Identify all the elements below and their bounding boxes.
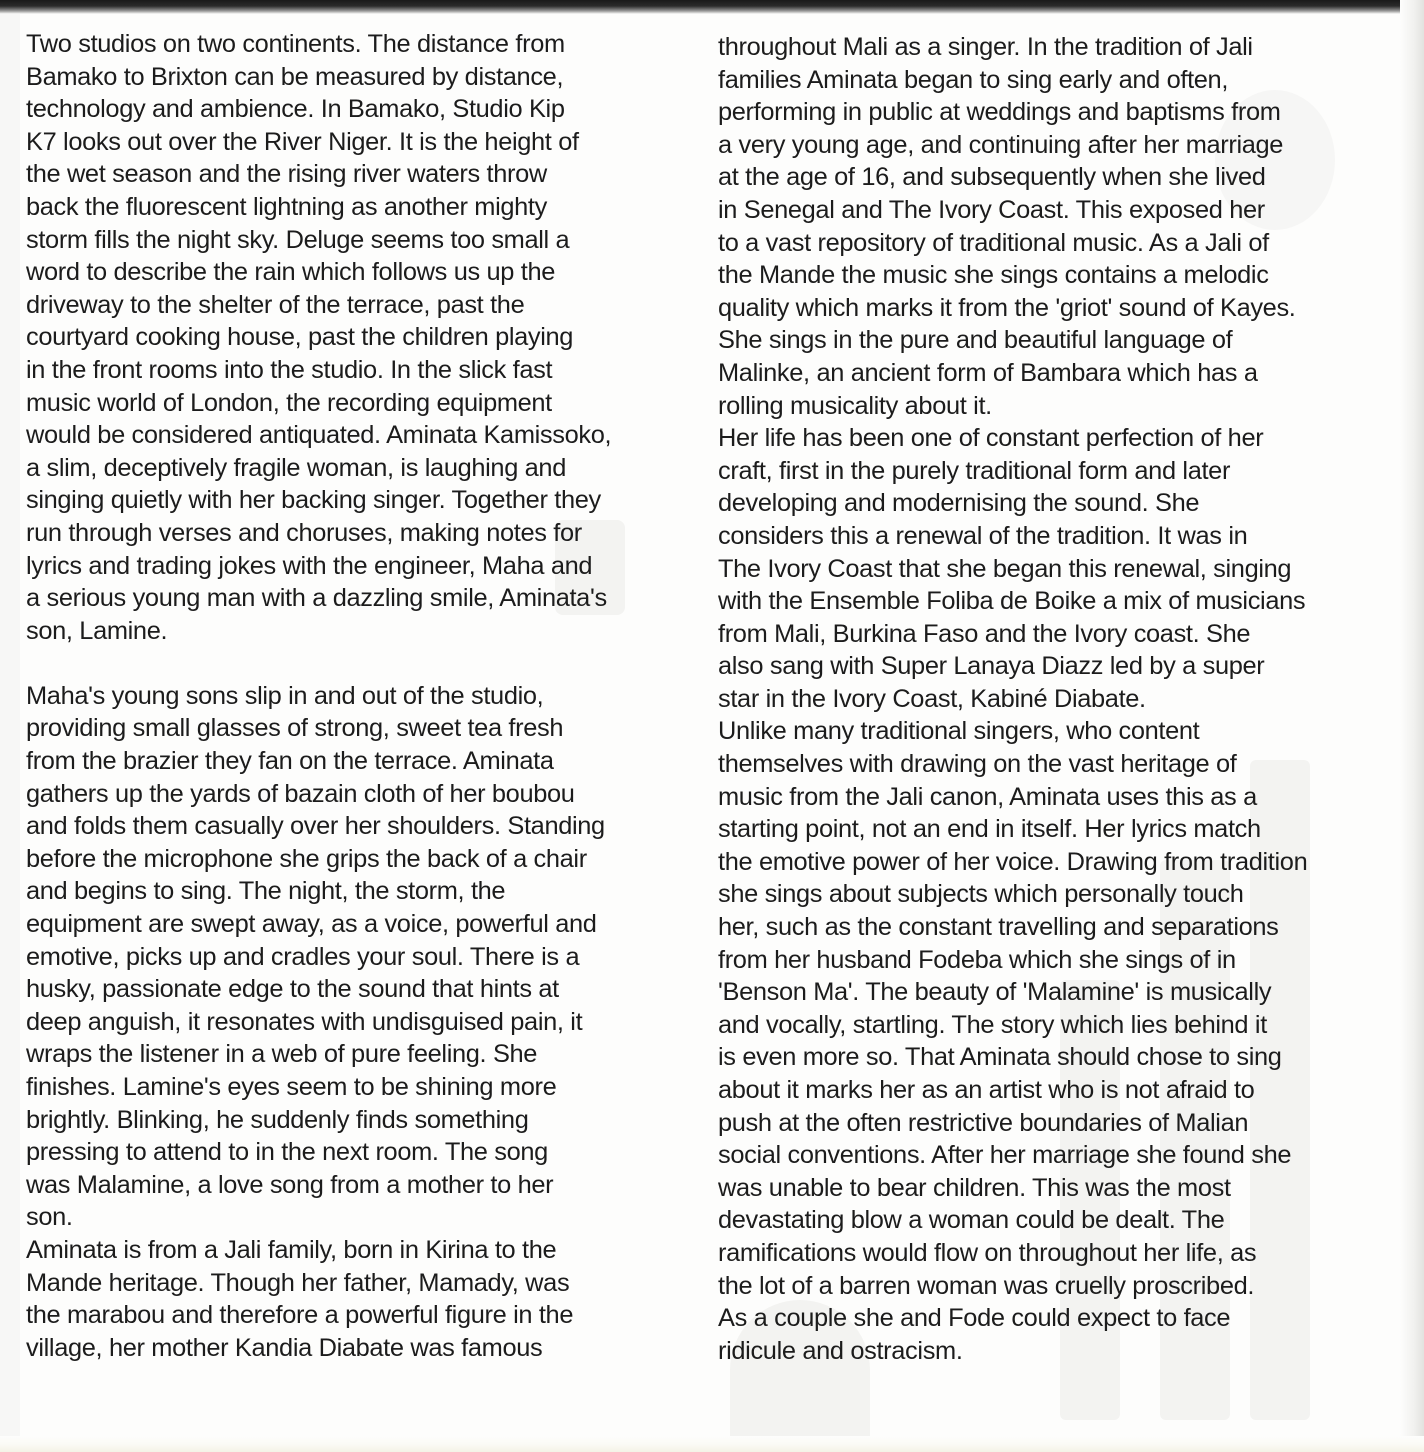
text-line: emotive, picks up and cradles your soul. There is a	[26, 942, 580, 971]
text-line: in the front rooms into the studio. In the slick fast	[26, 355, 553, 384]
paragraph	[718, 715, 1358, 1367]
text-line: push at the often restrictive boundaries of Malian	[718, 1108, 1249, 1137]
text-line: social conventions. After her marriage she found she	[718, 1141, 1292, 1170]
text-line: Her life has been one of constant perfection of her	[718, 424, 1264, 453]
text-line: technology and ambience. In Bamako, Studio Kip	[26, 95, 565, 124]
text-line: considers this a renewal of the tradition. It was in	[718, 521, 1248, 550]
text-line: singing quietly with her backing singer. Together they	[26, 486, 601, 515]
text-line: performing in public at weddings and baptisms from	[718, 98, 1281, 127]
text-line: also sang with Super Lanaya Diazz led by a super	[718, 652, 1265, 681]
text-line: is even more so. That Aminata should chose to sing	[718, 1043, 1282, 1072]
text-line: finishes. Lamine's eyes seem to be shining more	[26, 1073, 557, 1101]
text-line: and begins to sing. The night, the storm, the	[26, 877, 506, 906]
paragraph	[26, 28, 666, 647]
text-line: Unlike many traditional singers, who content	[718, 717, 1200, 746]
text-line: K7 looks out over the River Niger. It is the height of	[26, 127, 579, 156]
text-line: a slim, deceptively fragile woman, is laughing and	[26, 453, 566, 482]
text-line: ridicule and ostracism.	[718, 1336, 963, 1365]
text-line: gathers up the yards of bazain cloth of her boubou	[26, 779, 575, 808]
text-line: with the Ensemble Foliba de Boike a mix of musicians	[718, 587, 1306, 616]
text-line: husky, passionate edge to the sound that hints at	[26, 975, 559, 1004]
text-line: son.	[26, 1203, 73, 1232]
text-line: deep anguish, it resonates with undisguised pain, it	[26, 1007, 583, 1036]
text-line: Mande heritage. Though her father, Mamady, was	[26, 1268, 570, 1297]
text-line: at the age of 16, and subsequently when she lived	[718, 163, 1266, 192]
text-line: rolling musicality about it.	[718, 391, 992, 420]
paragraph	[26, 680, 666, 1234]
text-line: before the microphone she grips the back of a chair	[26, 844, 587, 873]
text-line: equipment are swept away, as a voice, powerful and	[26, 910, 597, 939]
text-line: themselves with drawing on the vast heritage of	[718, 750, 1237, 779]
text-line: music world of London, the recording equipment	[26, 388, 552, 417]
text-line: quality which marks it from the 'griot' sound of Kayes.	[718, 293, 1296, 322]
text-line: storm fills the night sky. Deluge seems too small a	[26, 225, 570, 254]
text-line: the wet season and the rising river waters throw	[26, 160, 547, 189]
text-line: wraps the listener in a web of pure feeling. She	[26, 1040, 538, 1069]
text-line: developing and modernising the sound. She	[718, 489, 1200, 518]
text-line: in Senegal and The Ivory Coast. This exposed her	[718, 195, 1265, 224]
text-line: providing small glasses of strong, sweet tea fresh	[26, 714, 564, 743]
text-line: back the fluorescent lightning as another mighty	[26, 192, 547, 221]
text-line: Aminata is from a Jali family, born in Kirina to the	[26, 1235, 557, 1264]
text-line: Malinke, an ancient form of Bambara which has a	[718, 358, 1258, 387]
text-line: The Ivory Coast that she began this renewal, singing	[718, 554, 1292, 583]
text-line: a very young age, and continuing after her marriage	[718, 130, 1284, 159]
text-line: the marabou and therefore a powerful figure in the	[26, 1301, 574, 1330]
text-line: word to describe the rain which follows us up the	[26, 258, 556, 287]
text-line: star in the Ivory Coast, Kabiné Diabate.	[718, 684, 1146, 713]
text-line: son, Lamine.	[26, 616, 168, 645]
text-line: would be considered antiquated. Aminata Kamissoko,	[26, 421, 612, 450]
scan-right-edge	[1400, 0, 1424, 1452]
scan-bottom-edge	[0, 1436, 1424, 1452]
text-line: and vocally, startling. The story which lies behind it	[718, 1010, 1267, 1039]
text-line: ramifications would flow on throughout her life, as	[718, 1238, 1257, 1267]
text-line: pressing to attend to in the next room. The song	[26, 1138, 548, 1167]
right-text-column	[718, 31, 1358, 1367]
left-text-column	[26, 28, 666, 1364]
paper-shadow-left	[0, 0, 20, 1452]
text-line: the Mande the music she sings contains a melodic	[718, 261, 1269, 290]
text-line: craft, first in the purely traditional form and later	[718, 456, 1231, 485]
text-line: devastating blow a woman could be dealt. The	[718, 1206, 1225, 1235]
text-line: to a vast repository of traditional music. As a Jali of	[718, 228, 1269, 257]
text-line: her, such as the constant travelling and separations	[718, 913, 1279, 942]
text-line: starting point, not an end in itself. Her lyrics match	[718, 815, 1261, 844]
text-line: was Malamine, a love song from a mother to her	[26, 1170, 554, 1199]
text-line: she sings about subjects which personally touch	[718, 880, 1244, 909]
text-line: courtyard cooking house, past the children playing	[26, 323, 574, 352]
text-line: run through verses and choruses, making notes for	[26, 518, 582, 547]
text-line: families Aminata began to sing early and often,	[718, 65, 1229, 94]
text-line: a serious young man with a dazzling smile, Aminata's	[26, 584, 607, 613]
text-line: 'Benson Ma'. The beauty of 'Malamine' is musically	[718, 978, 1272, 1007]
text-line: village, her mother Kandia Diabate was famous	[26, 1333, 543, 1362]
text-line: music from the Jali canon, Aminata uses this as a	[718, 782, 1257, 811]
text-line: the emotive power of her voice. Drawing from tradition	[718, 847, 1308, 876]
scan-top-edge	[0, 0, 1424, 14]
text-line: driveway to the shelter of the terrace, past the	[26, 290, 525, 319]
text-line: was unable to bear children. This was the most	[718, 1173, 1231, 1202]
text-line: from Mali, Burkina Faso and the Ivory coast. She	[718, 619, 1251, 648]
text-line: Bamako to Brixton can be measured by distance,	[26, 62, 564, 91]
paragraph	[718, 422, 1358, 715]
text-line: throughout Mali as a singer. In the tradition of Jali	[718, 33, 1253, 61]
paragraph	[718, 31, 1358, 422]
text-line: the lot of a barren woman was cruelly proscribed.	[718, 1271, 1255, 1300]
text-line: Two studios on two continents. The distance from	[26, 30, 565, 58]
paragraph-gap	[26, 647, 666, 680]
text-line: Maha's young sons slip in and out of the studio,	[26, 681, 544, 710]
text-line: She sings in the pure and beautiful language of	[718, 326, 1233, 355]
text-line: about it marks her as an artist who is not afraid to	[718, 1076, 1255, 1104]
text-line: from the brazier they fan on the terrace. Aminata	[26, 747, 554, 776]
text-line: brightly. Blinking, he suddenly finds something	[26, 1105, 529, 1134]
text-line: from her husband Fodeba which she sings of in	[718, 945, 1236, 974]
paragraph	[26, 1234, 666, 1364]
text-line: and folds them casually over her shoulders. Standing	[26, 812, 605, 841]
text-line: As a couple she and Fode could expect to face	[718, 1304, 1231, 1333]
text-line: lyrics and trading jokes with the engineer, Maha and	[26, 551, 593, 580]
